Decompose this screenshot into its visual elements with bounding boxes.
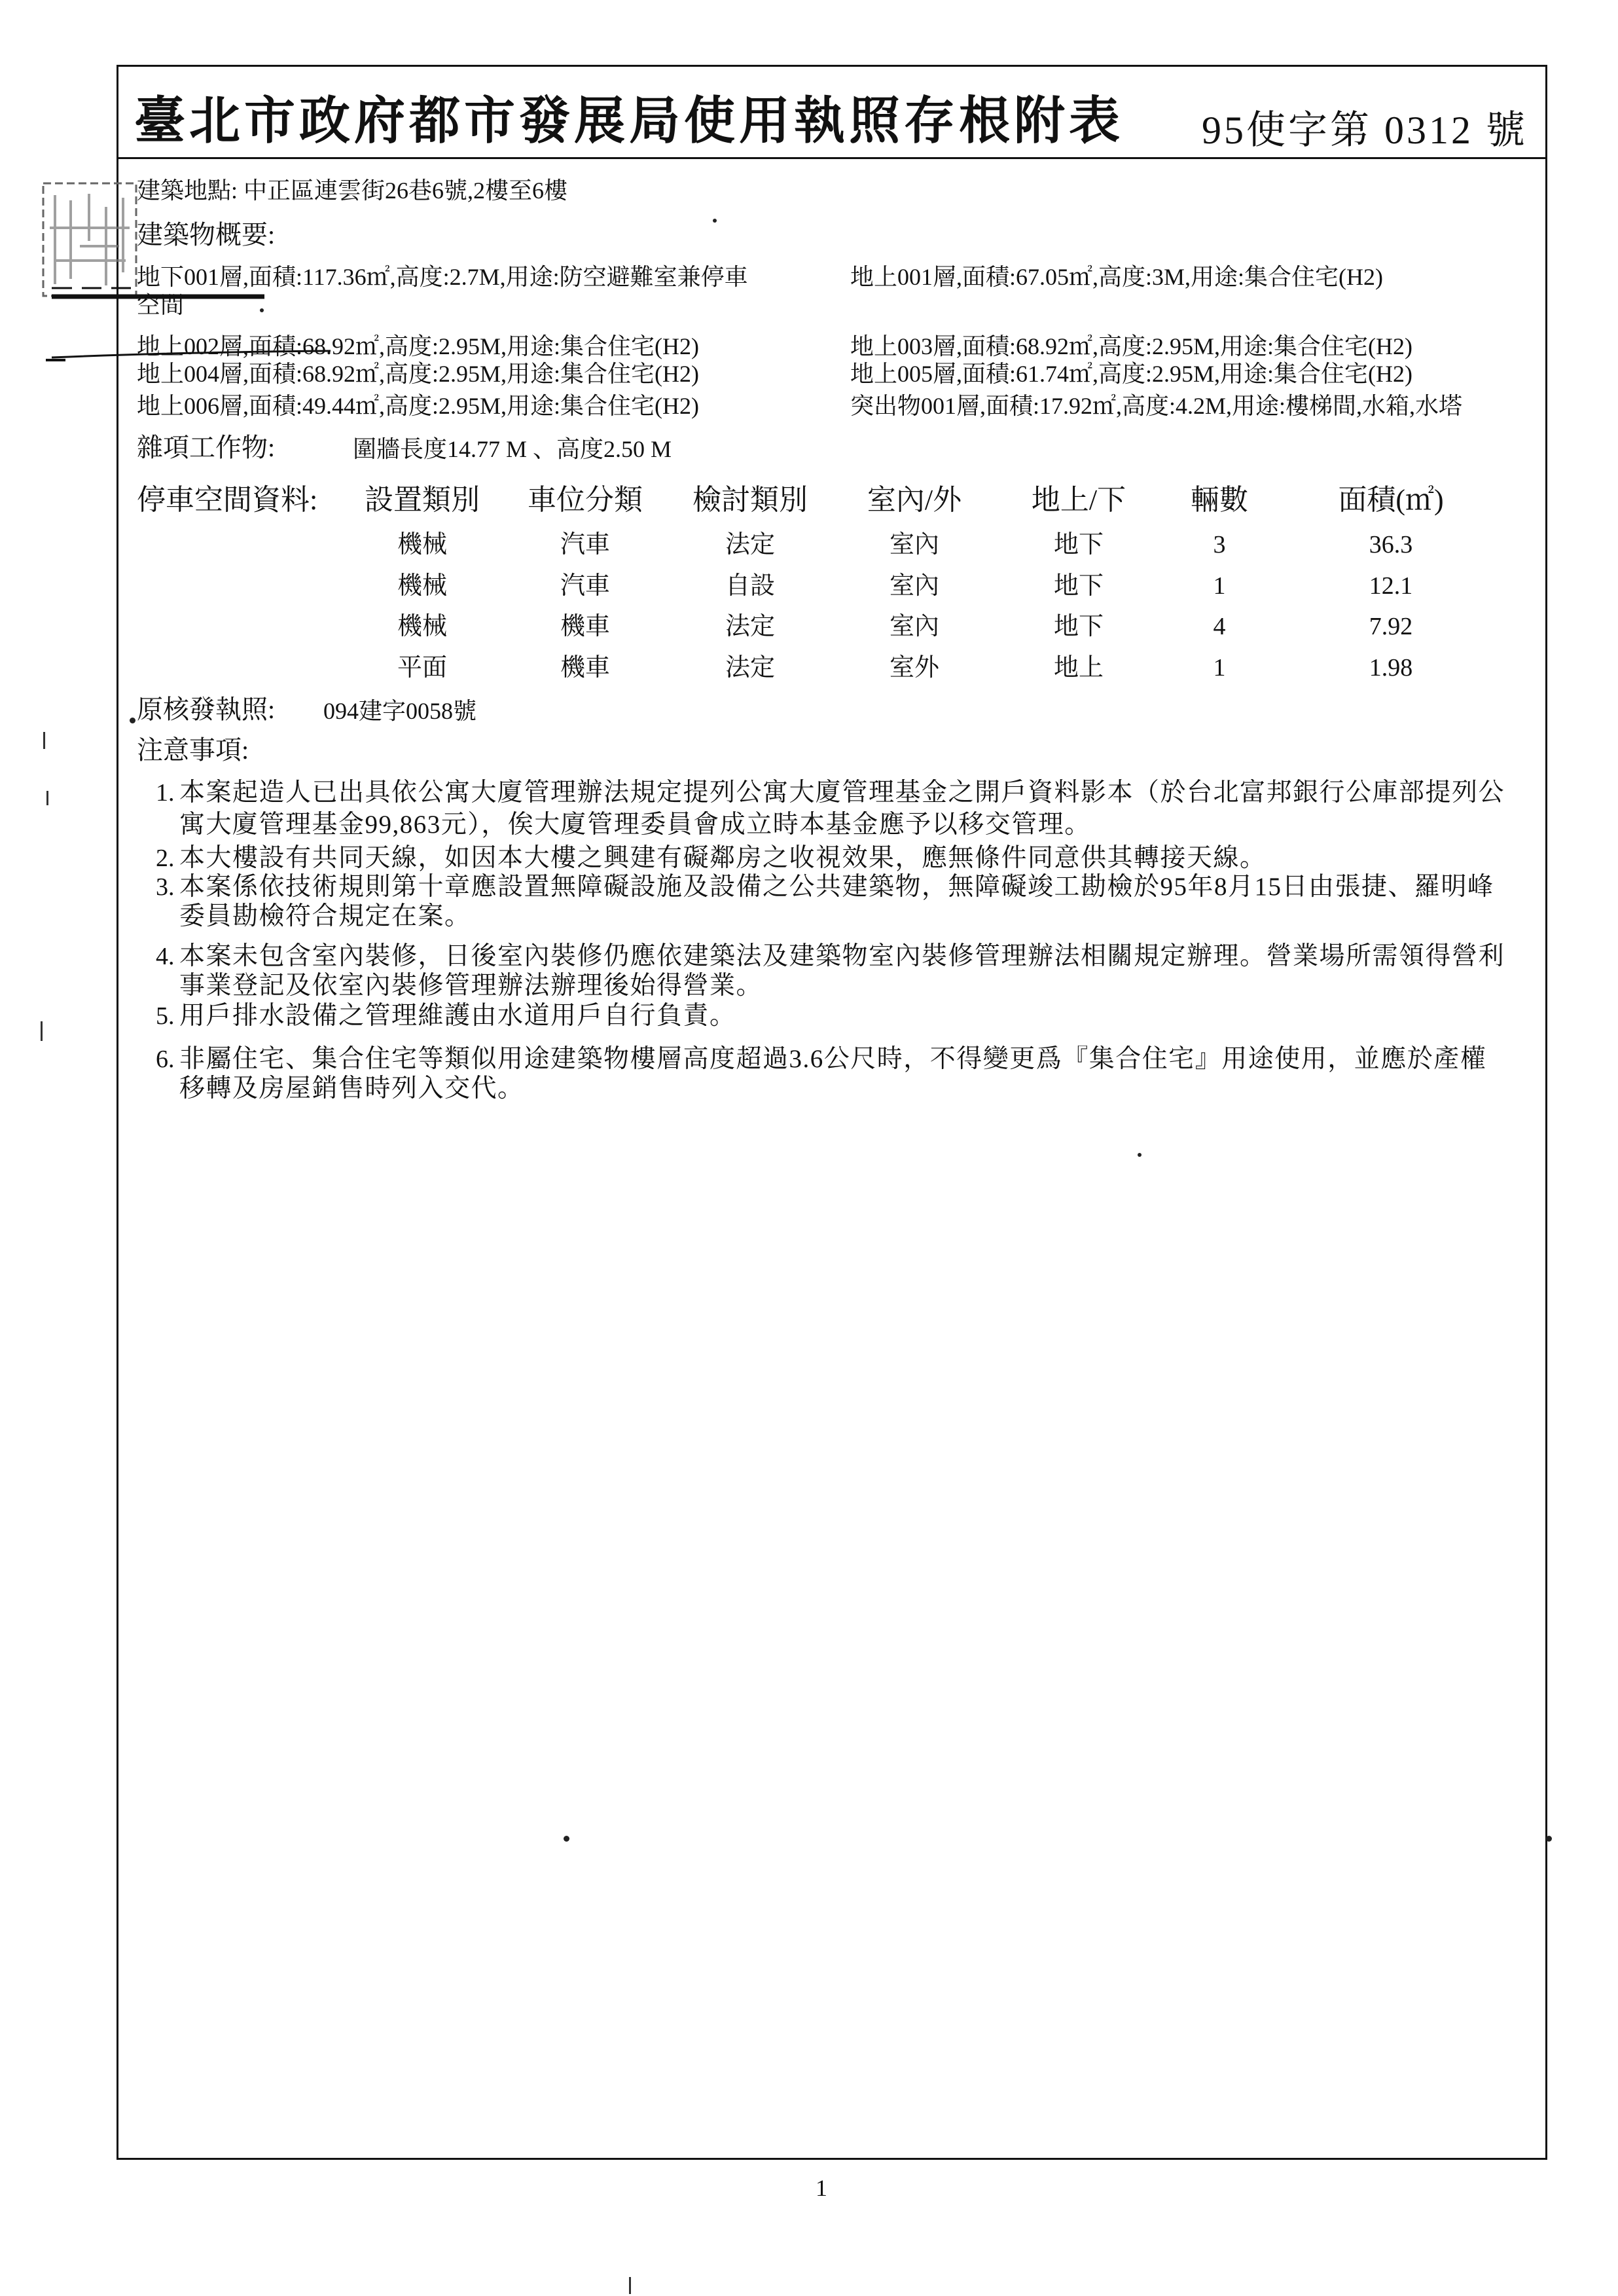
note-text: 寓大廈管理基金99,863元），俟大廈管理委員會成立時本基金應予以移交管理。: [179, 811, 1091, 839]
note-text: 非屬住宅、集合住宅等類似用途建築物樓層高度超過3.6公尺時，不得變更爲『集合住宅』用途使用，並應於產權: [179, 1046, 1487, 1073]
license-number: 95使字第 0312 號: [1202, 109, 1528, 152]
parking-cell-area: 36.3: [1369, 531, 1413, 558]
parking-header-count: 輛數: [1191, 484, 1248, 516]
parking-cell-indoor-outdoor: 室內: [889, 531, 939, 558]
overview-label: 建築物概要:: [137, 221, 276, 249]
parking-cell-setup-type: 機械: [397, 613, 447, 640]
parking-cell-count: 3: [1213, 531, 1226, 558]
note-text: 本大樓設有共同天線，如因本大樓之興建有礙鄰房之收視效果，應無條件同意供其轉接天線。: [179, 845, 1267, 872]
parking-header-above-below: 地上/下: [1031, 484, 1126, 516]
parking-cell-area: 12.1: [1369, 572, 1413, 600]
page-number: 1: [816, 2175, 827, 2201]
parking-cell-review-class: 法定: [725, 654, 775, 682]
parking-header-setup-type: 設置類別: [365, 484, 480, 516]
note-number: 1.: [156, 779, 175, 807]
parking-cell-review-class: 法定: [725, 531, 775, 558]
title-divider: [117, 157, 1547, 159]
floor-entry: 地下001層,面積:117.36㎡,高度:2.7M,用途:防空避難室兼停車: [137, 264, 748, 290]
parking-cell-space-class: 汽車: [560, 531, 610, 558]
parking-cell-indoor-outdoor: 室內: [889, 613, 939, 640]
floor-entry: 突出物001層,面積:17.92㎡,高度:4.2M,用途:樓梯間,水箱,水塔: [850, 393, 1463, 419]
site-value: 中正區連雲街26巷6號,2樓至6樓: [243, 177, 568, 204]
parking-header-space-class: 車位分類: [528, 484, 643, 516]
floor-entry: 地上006層,面積:49.44㎡,高度:2.95M,用途:集合住宅(H2): [137, 393, 699, 419]
floor-entry-continued: 空間: [137, 292, 185, 318]
scan-speck: [1546, 1836, 1552, 1842]
note-text: 移轉及房屋銷售時列入交代。: [179, 1075, 524, 1102]
misc-works-value: 圍牆長度14.77 M 、高度2.50 M: [353, 436, 672, 462]
parking-header-review-class: 檢討類別: [692, 484, 808, 516]
note-number: 5.: [156, 1002, 175, 1030]
parking-cell-area: 1.98: [1369, 654, 1413, 682]
scan-speck: [564, 1836, 569, 1842]
parking-cell-count: 1: [1213, 654, 1226, 682]
note-number: 6.: [156, 1046, 175, 1073]
note-number: 4.: [156, 943, 175, 970]
parking-cell-above-below: 地下: [1053, 572, 1104, 600]
note-text: 本案未包含室內裝修，日後室內裝修仍應依建築法及建築物室內裝修管理辦法相關規定辦理。營業場所需領得營利: [179, 943, 1505, 970]
document-title: 臺北市政府都市發展局使用執照存根附表: [134, 92, 1124, 149]
floor-entry: 地上005層,面積:61.74㎡,高度:2.95M,用途:集合住宅(H2): [850, 361, 1412, 387]
parking-cell-setup-type: 機械: [397, 531, 447, 558]
parking-cell-above-below: 地上: [1053, 654, 1104, 682]
floor-entry: 地上002層,面積:68.92㎡,高度:2.95M,用途:集合住宅(H2): [137, 333, 699, 359]
floor-entry: 地上001層,面積:67.05㎡,高度:3M,用途:集合住宅(H2): [850, 264, 1383, 290]
note-number: 2.: [156, 845, 175, 872]
note-text: 本案係依技術規則第十章應設置無障礙設施及設備之公共建築物，無障礙竣工勘檢於95年8月15日由張捷、羅明峰: [179, 873, 1494, 901]
parking-cell-review-class: 法定: [725, 613, 775, 640]
scan-mark: [41, 1021, 43, 1041]
parking-header-indoor-outdoor: 室內/外: [867, 484, 962, 516]
scan-mark: [46, 791, 48, 805]
parking-cell-setup-type: 平面: [397, 654, 447, 682]
parking-cell-space-class: 機車: [560, 654, 610, 682]
parking-header-area: 面積(㎡): [1338, 484, 1444, 516]
notes-label: 注意事項:: [137, 736, 249, 765]
scan-speck: [130, 718, 135, 723]
misc-works-label: 雜項工作物:: [137, 433, 276, 462]
original-license-label: 原核發執照:: [137, 695, 276, 724]
floor-entry: 地上004層,面積:68.92㎡,高度:2.95M,用途:集合住宅(H2): [137, 361, 699, 387]
note-number: 3.: [156, 873, 175, 901]
parking-cell-count: 1: [1213, 572, 1226, 600]
note-text: 委員勘檢符合規定在案。: [179, 903, 471, 930]
parking-cell-above-below: 地下: [1053, 531, 1104, 558]
parking-cell-count: 4: [1213, 613, 1226, 640]
scan-mark: [629, 2277, 631, 2294]
note-text: 用戶排水設備之管理維護由水道用戶自行負責。: [179, 1002, 736, 1030]
site-row: [137, 177, 1184, 204]
parking-cell-review-class: 自設: [725, 572, 775, 600]
original-license-value: 094建字0058號: [323, 698, 477, 724]
scan-mark: [43, 732, 45, 749]
floor-entry: 地上003層,面積:68.92㎡,高度:2.95M,用途:集合住宅(H2): [850, 333, 1412, 359]
parking-label: 停車空間資料:: [137, 484, 318, 516]
parking-cell-area: 7.92: [1369, 613, 1413, 640]
parking-cell-space-class: 汽車: [560, 572, 610, 600]
scan-speck: [713, 219, 717, 223]
note-text: 本案起造人已出具依公寓大廈管理辦法規定提列公寓大廈管理基金之開戶資料影本（於台北富邦銀行公庫部提列公: [179, 779, 1505, 807]
parking-cell-space-class: 機車: [560, 613, 610, 640]
note-text: 事業登記及依室內裝修管理辦法辦理後始得營業。: [179, 972, 763, 1000]
parking-cell-above-below: 地下: [1053, 613, 1104, 640]
parking-cell-indoor-outdoor: 室內: [889, 572, 939, 600]
parking-cell-indoor-outdoor: 室外: [889, 654, 939, 682]
parking-cell-setup-type: 機械: [397, 572, 447, 600]
site-label: 建築地點:: [137, 177, 238, 204]
scan-speck: [1138, 1153, 1142, 1157]
scan-speck: [260, 308, 264, 312]
